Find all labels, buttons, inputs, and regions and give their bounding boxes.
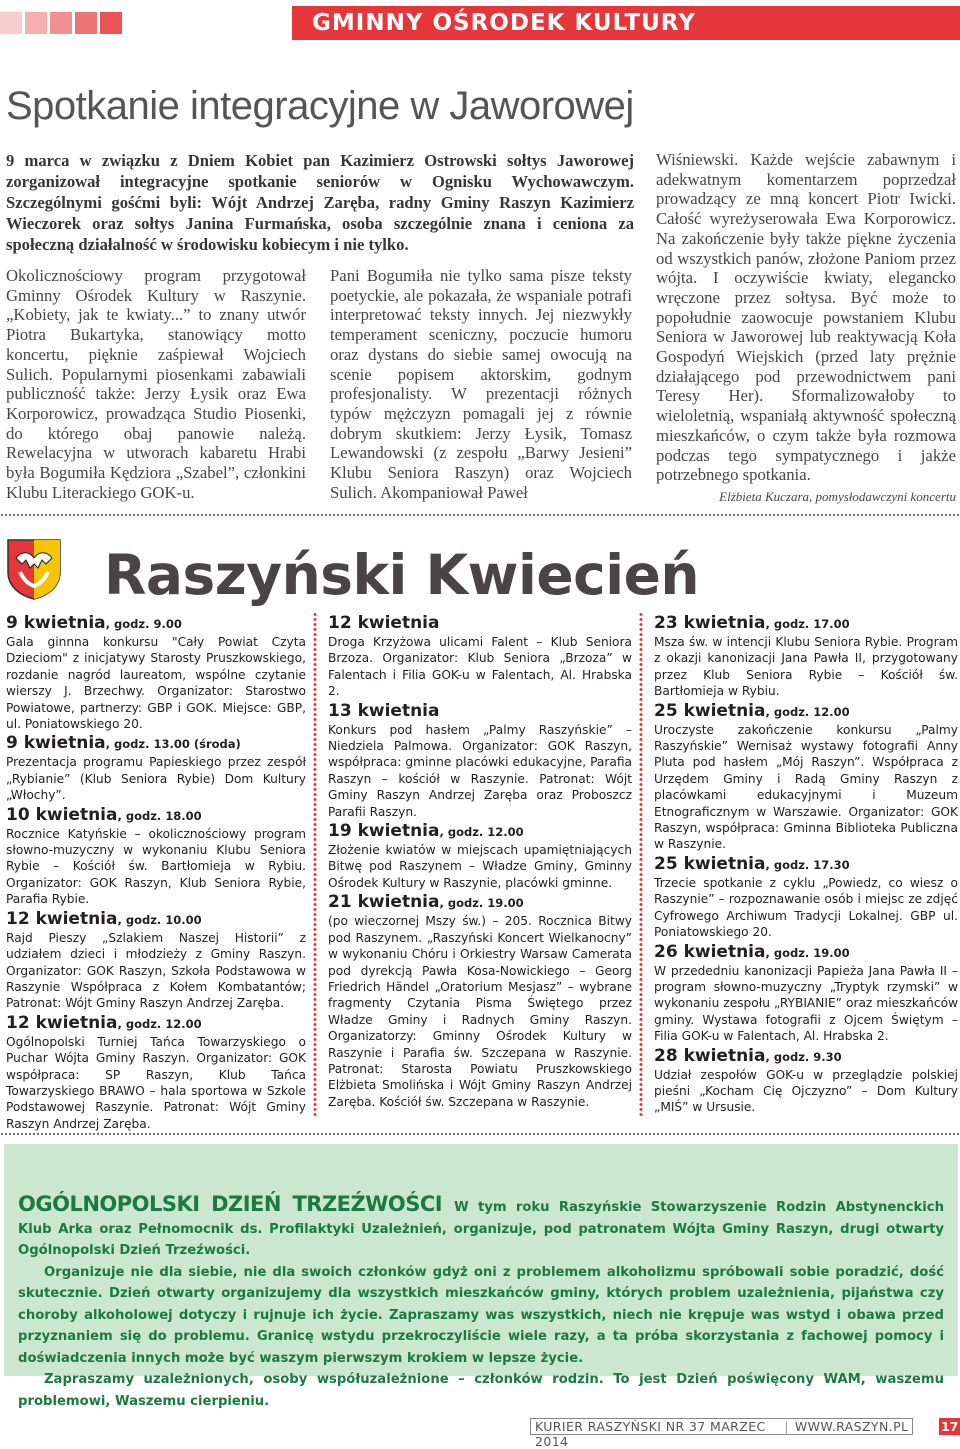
event-date: 19 kwietnia [328,821,440,842]
event-date: 9 kwietnia [6,733,106,754]
events-column-2 [328,612,632,1110]
event-date: 28 kwietnia [654,1045,766,1066]
publication-name: KURIER RASZYŃSKI NR 37 MARZEC 2014 [535,1419,766,1449]
event-description: Udział zespołów GOK-u w przeglądzie polskiej pieśni „Kocham Cię Ojczyzno” – Dom Kultury „MIŚ” w Ursusie. [654,1067,958,1115]
event-item [328,700,632,820]
event-time: , godz. 18.00 [117,808,202,823]
event-description: Msza św. w intencji Klubu Seniora Rybie. Program z okazji kanonizacji Jana Pawła II, przygotowany przez Klub Seniora Rybie – Kościół św. Bartłomieja w Rybiu. [654,635,958,699]
event-time: , godz. 17.00 [765,617,850,631]
dotted-divider [0,1131,960,1137]
column-divider [312,612,318,1117]
event-time: , godz. 19.00 [765,945,850,960]
column-divider [638,612,644,1117]
article-column-2: Pani Bogumiła nie tylko sama pisze teksty poetyckie, ale pokazała, że wspaniale potrafi interpretować teksty innych. Jej niezwykły temperament sceniczny, poczucie humoru oraz dystans do siebie samej owocują na scenie popisem aktorskim, godnym profesjonalisty. W prezentacji różnych typów mężczyzn pomagali jej z równie dobrym skutkiem: Jerzy Łysik, Tomasz Lewandowski (z zespołu „Barwy Jesieni” Klubu Seniora Raszyn) oraz Wojciech Sulich. Akompaniował Paweł [330,266,632,502]
event-time: , godz. 17.30 [765,857,850,872]
box-title: OGÓLNOPOLSKI DZIEŃ TRZEŹWOŚCI [18,1192,443,1216]
event-date: 23 kwietnia [654,613,766,633]
events-column-1 [6,612,306,1132]
event-description: Rocznice Katyńskie – okolicznościowy program słowno-muzyczny w wykonaniu Klubu Seniora Rybie – Kościół św. Bartłomieja w Rybiu. Organizator: GOK Raszyn, Klub Seniora Rybie, Parafia Rybie. [6,826,306,907]
event-item [6,1012,306,1132]
event-date: 25 kwietnia [654,700,766,721]
event-item [6,732,306,803]
box-paragraph-3: Zapraszamy uzależnionych, osoby współuzależnione – członków rodzin. To jest Dzień poświęcony WAM, waszemu problemowi, Waszemu cierpieniu. [18,1372,944,1409]
event-date: 9 kwietnia [6,613,106,633]
event-time: , godz. 12.00 [439,825,524,840]
event-description: Gala ginnna konkursu "Cały Powiat Czyta Dzieciom" z inicjatywy Starosty Pruszkowskiego, rozdanie nagród laureatom, wspólne czytanie wierszy J. Brzechwy. Organizator: Starostwo Powiatowe, partnerzy: GBP i GOK. Miejsce: GBP, ul. Poniatowskiego 20. [6,635,306,732]
events-column-3 [654,612,958,1116]
dotted-divider [0,512,960,518]
event-date: 26 kwietnia [654,941,766,962]
box-intro: W tym roku Raszyńskie Stowarzyszenie Rodzin Abstynenckich Klub Arka oraz Pełnomocnik ds. Profilaktyki Uzależnień, organizuje, pod patronatem Wójta Gminy Raszyn, drugi otwarty Ogólnopolski Dzień Trzeźwości. [18,1200,944,1258]
event-description: Rajd Pieszy „Szlakiem Naszej Historii” z udziałem dzieci i młodzieży z Gminy Raszyn. Organizator: GOK Raszyn, Szkoła Podstawowa w Raszynie Współpraca z Kołem Kombatantów; Patronat: Wójt Gminy Raszyn Andrzej Zaręba. [6,930,306,1011]
event-time: , godz. 9.30 [765,1049,842,1064]
box-paragraph-2: Organizuje nie dla siebie, nie dla swoich członków gdyż oni z problemem alkoholizmu spróbowali sobie poradzić, dość skutecznie. Dzień otwarty organizujemy dla wszystkich mieszkańców gminy, których problem uzależnienia, pijaństwa czy choroby alkoholowej dotyczy i rujnuje ich życie. Zapraszamy was wszystkich, niech nie krępuje was wstyd i obawa przed przyznaniem się do problemu. Granicę wstydu przekroczyliście wiele razy, a ta próba skorzystania z fachowej pomocy i doświadczenia innych może być waszym pierwszym krokiem w lepsze życie. [18,1264,944,1366]
header-decoration [0,6,122,40]
event-description: Droga Krzyżowa ulicami Falent – Klub Seniora Brzoza. Organizator: Klub Seniora „Brzoza” w Falentach i Filia GOK-u w Falentach, Al. Hrabska 2. [328,635,632,699]
event-item [654,853,958,941]
event-time: , godz. 12.00 [117,1016,202,1031]
page-number: 17 [940,1419,959,1434]
event-date: 25 kwietnia [654,853,766,874]
page-header [0,6,960,40]
footer-label [530,1418,913,1449]
event-date: 21 kwietnia [328,892,440,913]
event-date: 12 kwietnia [6,908,118,929]
event-description: Złożenie kwiatów w miejscach upamiętniających Bitwę pod Raszynem – Władze Gminy, Gminny Ośrodek Kultury w Raszynie, placówki gminne. [328,843,632,890]
article-signature: Elżbieta Kuczara, pomysłodawczyni koncertu [719,488,956,504]
event-item [654,1045,958,1116]
box-paragraph-1 [18,1194,944,1262]
event-time: , godz. 9.00 [105,617,182,631]
event-description: Prezentacja programu Papieskiego przez zespół „Rybianie” (Klub Seniora Rybie) Dom Kultury „Włochy”. [6,755,306,803]
event-description: Trzecie spotkanie z cyklu „Powiedz, co wiesz o Raszynie” – rozpoznawanie osób i miejsc ze zdjęć Cyfrowego Archiwum Tradycji Lokalnej. GBP ul. Poniatowskiego 20. [654,875,958,940]
sobriety-day-box [4,1144,958,1409]
event-date: 12 kwietnia [6,1012,118,1033]
article-column-1: Okolicznościowy program przygotował Gminny Ośrodek Kultury w Raszynie. „Kobiety, jak te kwiaty...” to znany utwór Piotra Bukartyka, stanowiący motto koncertu, pięknie zaśpiewał Wojciech Sulich. Popularnymi piosenkami zabawiali publiczność także: Jerzy Łysik oraz Ewa Korporowicz, prowadząca Studio Piosenki, do którego obaj panowie należą. Rewelacyjna w utworach kabaretu Hrabi była Bogumiła Kędziora „Szabel”, członkini Klubu Literackiego GOK-u. [6,266,306,502]
calendar-title: Raszyński Kwiecień [104,543,700,607]
event-description: Ogólnopolski Turniej Tańca Towarzyskiego o Puchar Wójta Gminy Raszyn. Organizator: GOK współpraca: SP Raszyn, Klub Tańca Towarzyskiego BRAWO – hala sportowa w Szkole Podstawowej Raszynie. Patronat: Wójt Gminy Raszyn Andrzej Zaręba. [6,1034,306,1131]
event-item [328,820,632,891]
event-item [6,612,306,732]
event-time: , godz. 10.00 [117,912,202,927]
article-lead: 9 marca w związku z Dniem Kobiet pan Kazimierz Ostrowski sołtys Jaworowej zorganizował integracyjne spotkanie seniorów w Ognisku Wychowawczym. Szczególnymi gośćmi byli: Wójt Andrzej Zaręba, radny Gminy Raszyn Kazimierz Wieczorek oraz sołtys Janina Furmańska, osoba szczególnie znana i ceniona za społeczną działalność w środowisku kobiecym i nie tylko. [6,151,634,254]
event-item [6,908,306,1012]
article-column-3 [656,150,956,507]
event-time: , godz. 19.00 [439,896,524,911]
event-item [6,804,306,908]
event-item [654,941,958,1045]
event-date: 13 kwietnia [328,700,440,721]
section-title: GMINNY OŚRODEK KULTURY [292,6,960,40]
event-item [328,612,632,700]
event-description: (po wieczornej Mszy św.) – 205. Rocznica Bitwy pod Raszynem. „Raszyński Koncert Wielkanocny” w wykonaniu Chóru i Orkiestry Warsaw Camerata pod dyrekcją Pawła Kosa-Nowickiego – Georg Friedrich Händel „Oratorium Mesjasz” – wybrane fragmenty Czytania Pisma Świętego przez Władze Gminy i Radnych Gminy Raszyn. Organizatorzy: Gminny Ośrodek Kultury w Raszynie i Parafia św. Szczepana w Raszynie. Patronat: Starosta Powiatu Pruszkowskiego Elżbieta Smolińska i Wójt Gminy Raszyn Andrzej Zaręba. Kościół św. Szczepana w Raszynie. [328,914,632,1109]
event-item [654,612,958,700]
footer-separator: | [784,1419,789,1434]
event-time: , godz. 12.00 [765,704,850,719]
event-description: Uroczyste zakończenie konkursu „Palmy Raszyńskie” Wernisaż wystawy fotografii Anny Pluta pod hasłem „Mój Raszyn”. Współpraca z Urzędem Gminy i Radą Gminy Raszyn z placówkami edukacyjnymi i Muzeum Etnograficznym w Warszawie. Organizator: GOK Raszyn, współpraca: Gminna Biblioteka Publiczna w Raszynie. [654,722,958,852]
website-link[interactable]: WWW.RASZYN.PL [794,1419,909,1434]
event-item [654,700,958,853]
event-date: 12 kwietnia [328,613,440,633]
event-description: Konkurs pod hasłem „Palmy Raszyńskie” – Niedziela Palmowa. Organizator: GOK Raszyn, współpraca: gminne placówki edukacyjne, Parafia Raszyn – kościół w Raszynie. Patronat: Wójt Gminy Raszyn Andrzej Zaręba oraz Proboszcz Parafii Raszyn. [328,722,632,819]
event-date: 10 kwietnia [6,804,118,825]
event-time: , godz. 13.00 (środa) [105,737,241,752]
article-column-3-text: Wiśniewski. Każde wejście zabawnym i adekwatnym komentarzem poprzedzał prowadzący ze mną koncert Piotr Iwicki. Całość wyreżyserowała Ewa Korporowicz. Na zakończenie były także piękne życzenia od wszystkich panów, złożone Paniom przez wójta. I oczywiście kwiaty, elegancko wręczone przez sołtysa. Być może to popołudnie zaowocuje powstaniem Klubu Seniora w Jaworowej lub reaktywacją Koła Gospodyń Wiejskich (przed laty prężnie działającego pod przewodnictwem pani Teresy Her). Sformalizowałoby to wieloletnią, wspaniałą aktywność społeczną mieszkańców, o czym także była rozmowa podczas tego sympatycznego i jakże potrzebnego spotkania. [656,150,956,485]
page-footer [530,1418,960,1449]
raszyn-crest-icon [6,538,62,600]
article-title: Spotkanie integracyjne w Jaworowej [6,84,634,128]
event-item [328,891,632,1110]
event-description: W przededniu kanonizacji Papieża Jana Pawła II – program słowno-muzyczny „Tryptyk rzymski” w wykonaniu zespołu „RYBIANIE” oraz mieszkańców gminy. Wystawa fotografii z Ojcem Świętym – Filia GOK-u w Falentach, Al. Hrabska 2. [654,963,958,1044]
